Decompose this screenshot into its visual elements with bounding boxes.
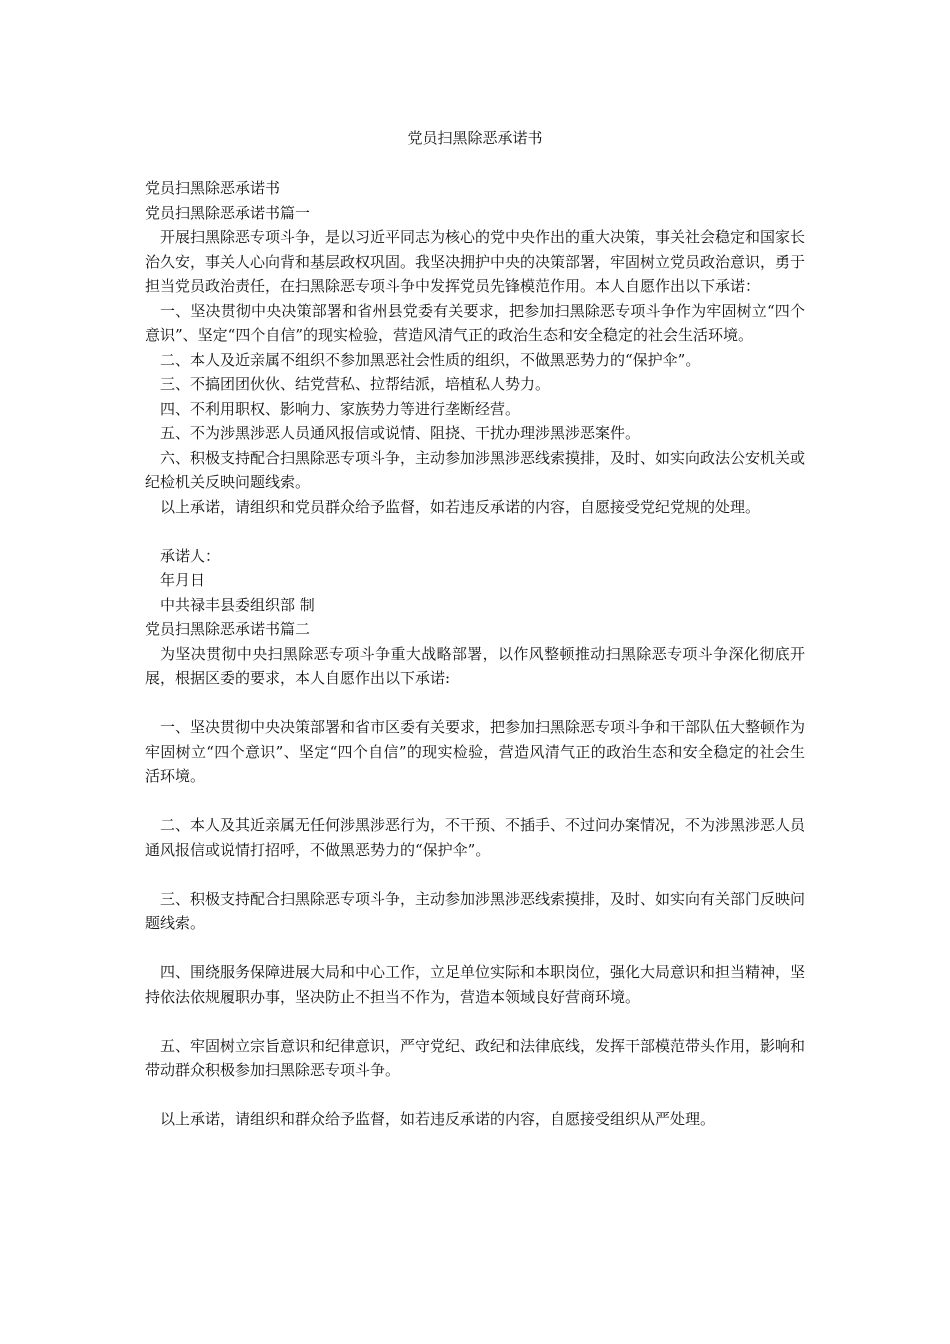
spacer <box>145 936 805 961</box>
document-title: 党员扫黑除恶承诺书 <box>407 129 543 147</box>
spacer <box>145 691 805 716</box>
spacer <box>145 789 805 814</box>
part2-item-5: 五、牢固树立宗旨意识和纪律意识，严守党纪、政纪和法律底线，发挥干部模范带头作用，影响和带动群众积极参加扫黑除恶专项斗争。 <box>145 1036 806 1079</box>
part1-heading: 党员扫黑除恶承诺书篇一 <box>145 203 311 222</box>
document-body <box>145 176 805 1132</box>
part2-item-2: 二、本人及其近亲属无任何涉黑涉恶行为，不干预、不插手、不过问办案情况，不为涉黑涉恶人员通风报信或说情打招呼，不做黑恶势力的“保护伞”。 <box>145 816 806 859</box>
part1-date: 年月日 <box>160 571 206 589</box>
part1-issuer: 中共禄丰县委组织部 制 <box>160 595 315 614</box>
part1-item-3: 三、不搞团团伙伙、结党营私、拉帮结派，培植私人势力。 <box>160 375 551 393</box>
part2-item-4: 四、围绕服务保障进展大局和中心工作，立足单位实际和本职岗位，强化大局意识和担当精神，坚持依法依规履职办事，坚决防止不担当不作为，营造本领域良好营商环境。 <box>145 963 806 1006</box>
spacer <box>145 519 805 544</box>
part2-closing: 以上承诺，请组织和群众给予监督，如若违反承诺的内容，自愿接受组织从严处理。 <box>160 1110 716 1128</box>
part1-intro: 开展扫黑除恶专项斗争，是以习近平同志为核心的党中央作出的重大决策，事关社会稳定和国家长治久安，事关人心向背和基层政权巩固。我坚决拥护中央的决策部署，牢固树立党员政治意识，勇于担当党员政治责任，在扫黑除恶专项斗争中发挥党员先锋模范作用。本人自愿作出以下承诺： <box>145 228 806 295</box>
part2-intro: 为坚决贯彻中央扫黑除恶专项斗争重大战略部署，以作风整顿推动扫黑除恶专项斗争深化彻底开展，根据区委的要求，本人自愿作出以下承诺: <box>145 644 805 687</box>
spacer <box>145 1009 805 1034</box>
part1-item-6: 六、积极支持配合扫黑除恶专项斗争，主动参加涉黑涉恶线索摸排，及时、如实向政法公安机关或纪检机关反映问题线索。 <box>145 448 806 491</box>
part2-heading: 党员扫黑除恶承诺书篇二 <box>145 620 311 638</box>
part1-item-2: 二、本人及近亲属不组织不参加黑恶社会性质的组织，不做黑恶势力的“保护伞”。 <box>160 350 701 369</box>
part1-item-5: 五、不为涉黑涉恶人员通风报信或说情、阻挠、干扰办理涉黑涉恶案件。 <box>160 424 641 442</box>
document-heading: 党员扫黑除恶承诺书 <box>145 179 281 197</box>
part1-signer: 承诺人： <box>160 546 221 565</box>
spacer <box>145 862 805 887</box>
part1-item-1: 一、坚决贯彻中央决策部署和省州县党委有关要求，把参加扫黑除恶专项斗争作为牢固树立“四个意识”、坚定“四个自信”的现实检验，营造风清气正的政治生态和安全稳定的社会生活环境。 <box>145 301 805 344</box>
spacer <box>145 1083 805 1108</box>
part2-item-1: 一、坚决贯彻中央决策部署和省市区委有关要求，把参加扫黑除恶专项斗争和干部队伍大整顿作为牢固树立“四个意识”、坚定“四个自信”的现实检验，营造风清气正的政治生态和安全稳定的社会生活环境。 <box>145 718 806 785</box>
part1-closing: 以上承诺，请组织和党员群众给予监督，如若违反承诺的内容，自愿接受党纪党规的处理。 <box>160 497 761 516</box>
part2-item-3: 三、积极支持配合扫黑除恶专项斗争，主动参加涉黑涉恶线索摸排，及时、如实向有关部门反映问题线索。 <box>145 889 806 932</box>
part1-item-4: 四、不利用职权、影响力、家族势力等进行垄断经营。 <box>160 399 521 418</box>
